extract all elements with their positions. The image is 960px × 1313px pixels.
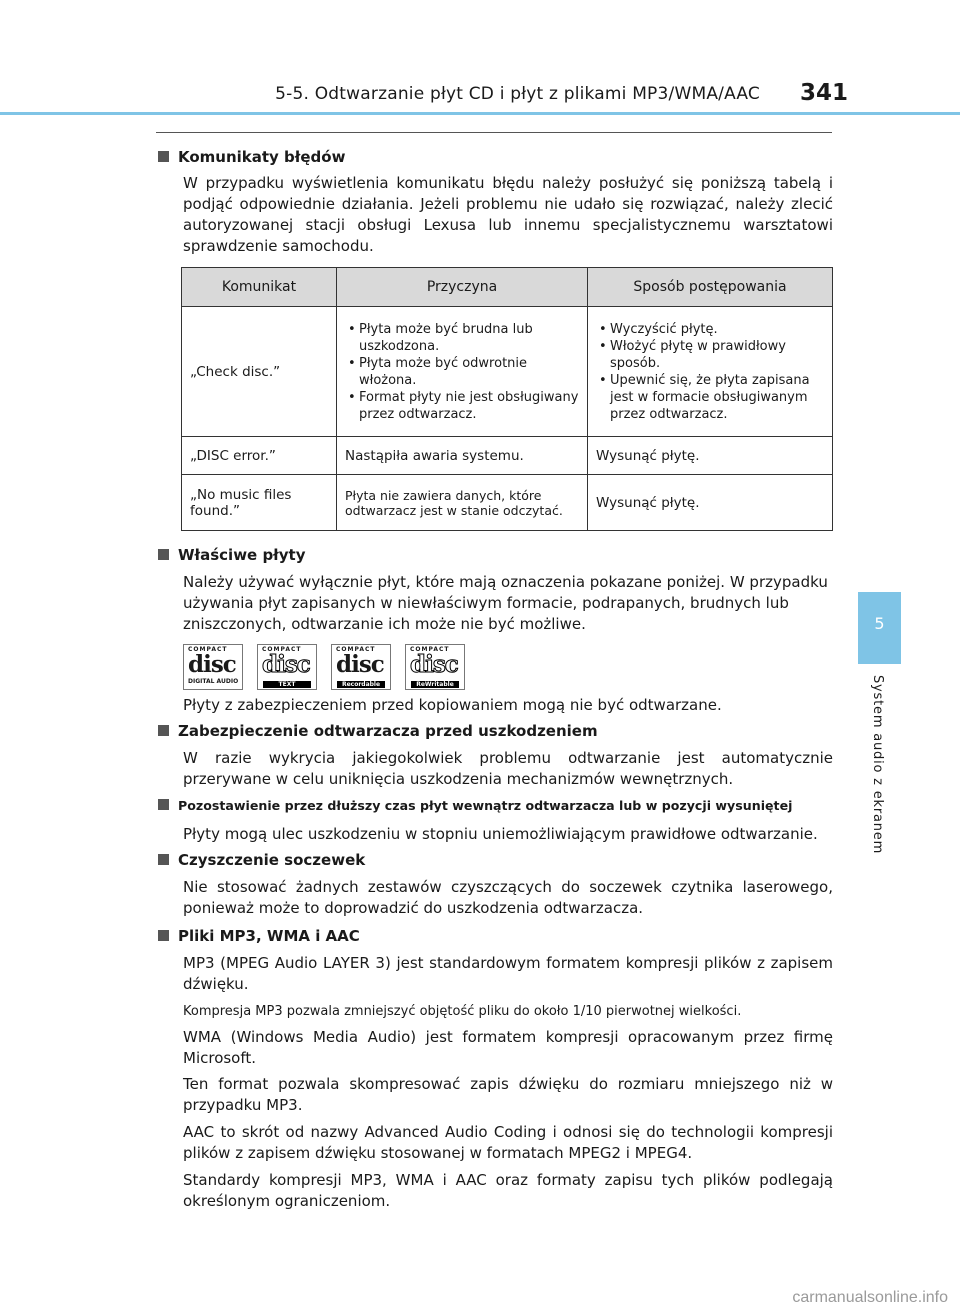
- bullet-square-icon: [158, 930, 169, 941]
- section-heading-errors: Komunikaty błędów: [158, 148, 345, 166]
- files-p1: MP3 (MPEG Audio LAYER 3) jest standardowym formatem kompresji plików z zapisem dźwięku.: [183, 954, 833, 993]
- bullet-square-icon: [158, 151, 169, 162]
- cd-text-logo: COMPACT disc TEXT: [257, 644, 317, 690]
- table-row: [182, 307, 833, 437]
- discs-text: Należy używać wyłącznie płyt, które mają oznaczenia pokazane poniżej. W przypadku używania płyt zapisanych w niewłaściwym formacie, podrapanych, brudnych lub zniszczonych, odtwarzanie ich może nie być możliwe.: [183, 573, 828, 633]
- files-p5: AAC to skrót od nazwy Advanced Audio Coding i odnosi się do technologii kompresji plików z zapisem dźwięku stosowanej w formatach MPEG2 i MPEG4.: [183, 1123, 833, 1162]
- cause-cell: Płyta nie zawiera danych, które odtwarzacz jest w stanie odczytać.: [337, 475, 588, 531]
- column-header: Przyczyna: [337, 268, 588, 307]
- list-item: • Format płyty nie jest obsługiwany przez odtwarzacz.: [359, 389, 579, 423]
- cause-cell: [337, 307, 588, 437]
- list-item: • Płyta może być odwrotnie włożona.: [359, 355, 579, 389]
- files-p6: Standardy kompresji MP3, WMA i AAC oraz formaty zapisu tych plików podlegają określonym ograniczeniom.: [183, 1171, 833, 1210]
- bullet-square-icon: [158, 799, 169, 810]
- header-title: 5-5. Odtwarzanie płyt CD i płyt z plikami MP3/WMA/AAC: [275, 84, 760, 104]
- list-item: • Włożyć płytę w prawidłowy sposób.: [610, 338, 824, 372]
- column-header: Sposób postępowania: [588, 268, 833, 307]
- watermark: carmanualsonline.info: [792, 1289, 948, 1306]
- section-heading-files: Pliki MP3, WMA i AAC: [158, 927, 360, 945]
- page-number: 341: [800, 80, 849, 106]
- bullet-square-icon: [158, 549, 169, 560]
- message-cell: „Check disc.”: [182, 307, 337, 437]
- files-p2: Kompresja MP3 pozwala zmniejszyć objętość pliku do około 1/10 pierwotnej wielkości.: [183, 1004, 742, 1019]
- cd-rewritable-logo: COMPACT disc ReWritable: [405, 644, 465, 690]
- bullet-square-icon: [158, 854, 169, 865]
- errors-text: W przypadku wyświetlenia komunikatu błędu należy posłużyć się poniższą tabelą i podjąć odpowiednie działania. Jeżeli problemu nie udało się rozwiązać, należy zlecić autoryzowanej stacji obsługi Lexusa lub innemu specjalistycznemu warsztatowi sprawdzenie samochodu.: [183, 174, 833, 255]
- error-messages-table: [181, 267, 833, 531]
- list-item: • Upewnić się, że płyta zapisana jest w formacie obsługiwanym przez odtwarzacz.: [610, 372, 824, 423]
- cleaning-text: Nie stosować żadnych zestawów czyszczących do soczewek czytnika laserowego, ponieważ może to doprowadzić do uszkodzenia odtwarzacza.: [183, 878, 833, 917]
- list-item: • Wyczyścić płytę.: [610, 321, 824, 338]
- column-header: Komunikat: [182, 268, 337, 307]
- leaving-text: Płyty mogą ulec uszkodzeniu w stopniu uniemożliwiającym prawidłowe odtwarzanie.: [183, 825, 818, 843]
- chapter-number: 5: [874, 614, 885, 633]
- message-cell: „DISC error.”: [182, 437, 337, 475]
- files-p4: Ten format pozwala skompresować zapis dźwięku do rozmiaru mniejszego niż w przypadku MP3.: [183, 1075, 833, 1114]
- message-cell: „No music files found.”: [182, 475, 337, 531]
- section-heading-discs: Właściwe płyty: [158, 546, 305, 564]
- copy-protection-text: Płyty z zabezpieczeniem przed kopiowaniem mogą nie być odtwarzane.: [183, 696, 722, 714]
- disc-logos: [183, 644, 465, 690]
- files-p3: WMA (Windows Media Audio) jest formatem kompresji opracowanym przez firmę Microsoft.: [183, 1028, 833, 1067]
- action-cell: [588, 307, 833, 437]
- chapter-label: System audio z ekranem: [870, 675, 885, 855]
- list-item: • Płyta może być brudna lub uszkodzona.: [359, 321, 579, 355]
- header-divider: [0, 112, 960, 115]
- compact-disc-logo: COMPACT disc DIGITAL AUDIO: [183, 644, 243, 690]
- action-cell: Wysunąć płytę.: [588, 475, 833, 531]
- bullet-square-icon: [158, 725, 169, 736]
- section-rule: [156, 132, 832, 133]
- table-row: [182, 437, 833, 475]
- action-cell: Wysunąć płytę.: [588, 437, 833, 475]
- protection-text: W razie wykrycia jakiegokolwiek problemu odtwarzanie jest automatycznie przerywane w celu uniknięcia uszkodzenia mechanizmów wewnętrznych.: [183, 749, 833, 788]
- cd-recordable-logo: COMPACT disc Recordable: [331, 644, 391, 690]
- section-heading-protection: Zabezpieczenie odtwarzacza przed uszkodzeniem: [158, 722, 598, 740]
- table-header-row: [182, 268, 833, 307]
- table-row: [182, 475, 833, 531]
- cause-cell: Nastąpiła awaria systemu.: [337, 437, 588, 475]
- section-heading-cleaning: Czyszczenie soczewek: [158, 851, 365, 869]
- section-heading-leaving: Pozostawienie przez dłuższy czas płyt wewnątrz odtwarzacza lub w pozycji wysuniętej: [158, 798, 792, 813]
